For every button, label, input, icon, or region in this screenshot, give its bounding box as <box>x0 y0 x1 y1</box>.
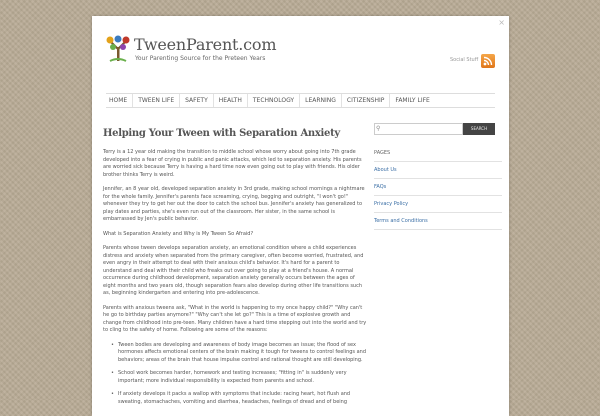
article-subheading: What is Separation Anxiety and Why is My Tween So Afraid? <box>103 230 254 237</box>
nav-item-family-life[interactable]: FAMILY LIFE <box>395 97 430 104</box>
sidebar-link-faqs[interactable]: FAQs <box>374 179 502 196</box>
family-tree-logo-icon[interactable] <box>106 35 130 63</box>
article-paragraph: Parents whose tween develops separation anxiety, an emotional condition where a child experiences distress and anxiety when separated from the primary caregiver, often become worried, frustrated, and even angry in their attempt to deal with their anxious child's behavior. It's hard for a parent to understand and deal with their child who freaks out over going to play at a friend's house. A normal occurrence during childhood development, separation anxiety generally occurs between the ages of eight months and two years old, though separation fears also develop during other life transitions such as, beginning kindergarten and entering into pre-adolescence. <box>103 245 364 296</box>
nav-item-technology[interactable]: TECHNOLOGY <box>248 94 300 107</box>
article-content <box>103 128 367 412</box>
search-form <box>374 123 502 135</box>
site-tagline: Your Parenting Source for the Preteen Years <box>135 55 266 62</box>
nav-item-home[interactable]: HOME <box>106 94 133 107</box>
rss-feed-icon[interactable] <box>481 54 495 68</box>
search-button[interactable]: SEARCH <box>463 123 495 135</box>
article-paragraph: Jennifer, an 8 year old, developed separation anxiety in 3rd grade, making school mornings a nightmare for the whole family. Jennifer's parents face screaming, crying, begging and outright, "I won't go!" whenever they try to get her out the door to catch the school bus. Jennifer's anxiety has generalized to play dates and parties, she's even run out of the classroom. Her sister, in the same school is embarrassed by Jen's public behavior. <box>103 186 365 222</box>
nav-item-tween-life[interactable]: TWEEN LIFE <box>133 94 180 107</box>
list-item: • School work becomes harder, homework and testing increases; "fitting in" is suddenly very important; more individual responsibility is expected from parents and school. <box>111 370 367 385</box>
sidebar <box>374 123 502 230</box>
sidebar-link-about-us[interactable]: About Us <box>374 162 502 179</box>
nav-item-learning[interactable]: LEARNING <box>300 94 342 107</box>
post-title: Helping Your Tween with Separation Anxiety <box>103 128 340 139</box>
sidebar-link-privacy-policy[interactable]: Privacy Policy <box>374 196 502 213</box>
site-title[interactable]: TweenParent.com <box>134 35 277 54</box>
corner-close-icon[interactable]: × <box>498 18 505 27</box>
reasons-list <box>111 342 367 407</box>
nav-item-safety[interactable]: SAFETY <box>180 94 214 107</box>
list-item: • If anxiety develops it packs a wallop with symptoms that include: racing heart, hot flush and sweating, stomachaches, vomiting and diarrhea, headaches, feelings of dread and of being <box>111 391 367 406</box>
magnifier-icon: ⚲ <box>376 125 381 132</box>
search-input[interactable] <box>374 123 463 135</box>
article-paragraph: Terry is a 12 year old making the transition to middle school whose worry about going into 7th grade developed into a fear of crying in public and panic attacks, which led to separation anxiety. His parents are worried sick because Terry is having a hard time now even going out to play with friends. His older brother thinks Terry is weird. <box>103 149 362 178</box>
nav-item-health[interactable]: HEALTH <box>214 94 248 107</box>
main-navigation <box>106 93 495 108</box>
sidebar-link-terms[interactable]: Terms and Conditions <box>374 213 502 230</box>
nav-item-citizenship[interactable]: CITIZENSHIP <box>342 94 391 107</box>
article-paragraph: Parents with anxious tweens ask, "What in the world is happening to my once happy child?" "Why can't he go to birthday parties anymore?" "Why can't she let go?" This is a time of explosive growth and change from childhood into pre-teen. Many children have a hard time stepping out into the world and try to cling to the safety of home. Following are some of the reasons: <box>103 304 367 333</box>
page-container <box>92 16 509 416</box>
list-item: • Tween bodies are developing and awareness of body image becomes an issue; the flood of sex hormones affects emotional centers of the brain making it tough for tweens to control feelings and behaviors; areas of the brain that house impulse control and rational thought are still developing. <box>111 342 367 365</box>
pages-heading: PAGES <box>374 150 502 162</box>
social-label: Social Stuff <box>450 57 479 63</box>
